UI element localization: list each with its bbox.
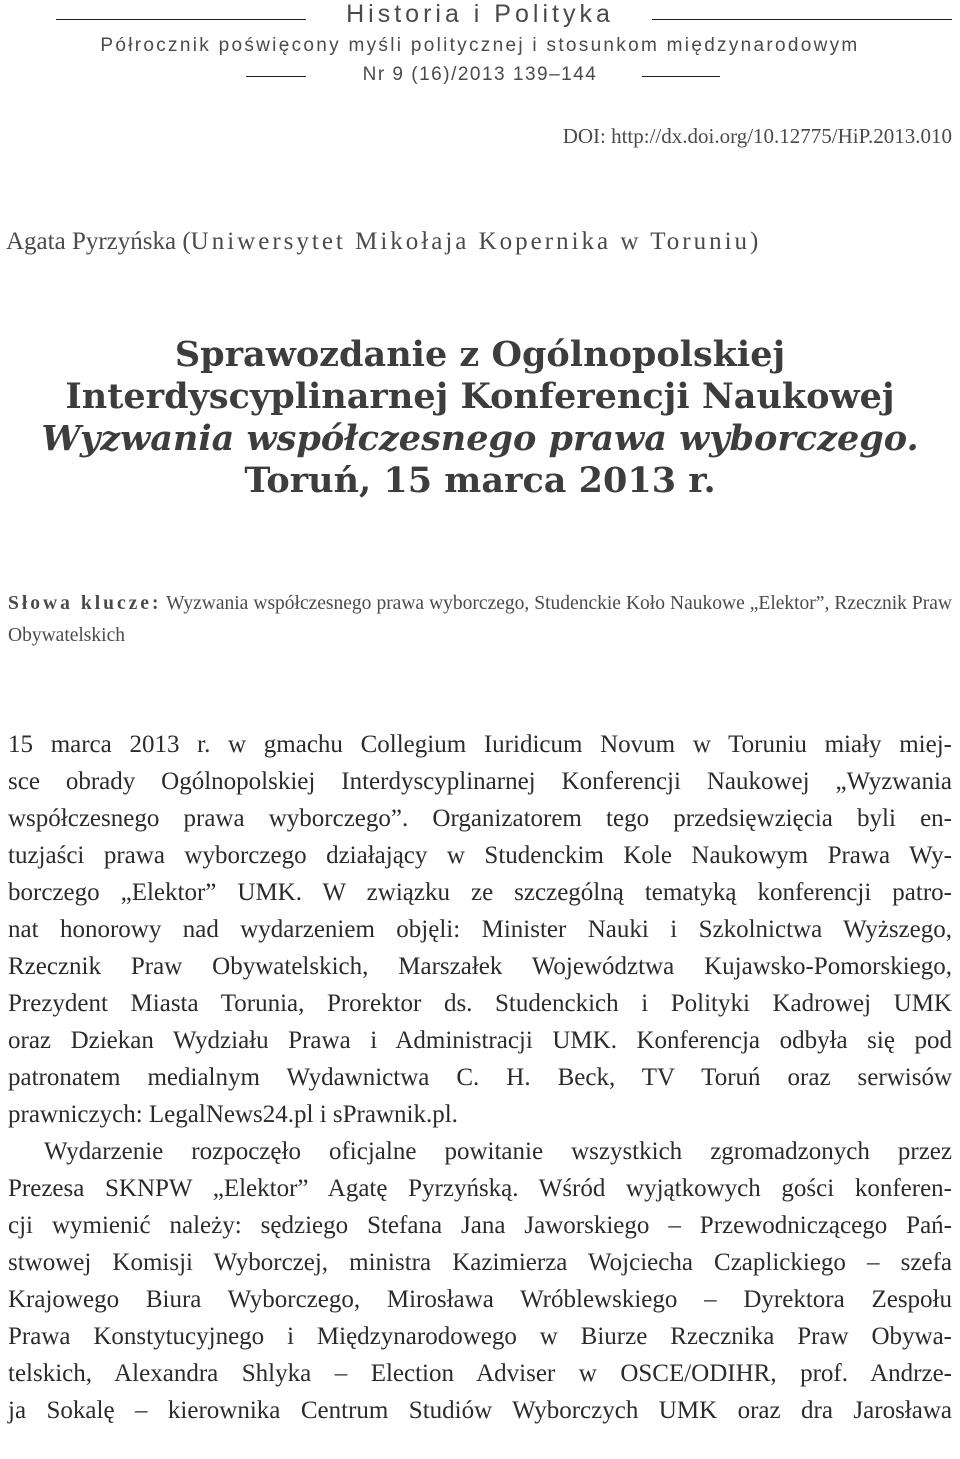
body-line: Rzecznik Praw Obywatelskich, Marszałek Województwa Kujawsko-Pomorskiego, [8, 953, 952, 980]
affiliation-open: ( [182, 228, 191, 255]
title-line-3: Wyzwania współczesnego prawa wyborczego. [41, 418, 919, 459]
body-line: 15 marca 2013 r. w gmachu Collegium Iuridicum Novum w Toruniu miały miej- [8, 731, 952, 758]
body-line: Krajowego Biura Wyborczego, Mirosława Wróblewskiego – Dyrektora Zespołu [8, 1286, 952, 1313]
title-line-2: Interdyscyplinarnej Konferencji Naukowej [65, 376, 895, 417]
title-line-1: Sprawozdanie z Ogólnopolskiej [174, 334, 786, 375]
body-line: cji wymienić należy: sędziego Stefana Jana Jaworskiego – Przewodniczącego Pań- [8, 1212, 952, 1239]
journal-subtitle: Półrocznik poświęcony myśli politycznej i stosunkom międzynarodowym [100, 35, 860, 56]
keywords [8, 588, 952, 652]
body-line: prawniczych: LegalNews24.pl i sPrawnik.pl. [8, 1101, 458, 1128]
article-title [0, 334, 960, 502]
body-line: Prawa Konstytucyjnego i Międzynarodowego w Biurze Rzecznika Praw Obywa- [8, 1323, 952, 1350]
affiliation-close: ) [750, 228, 759, 255]
body-line: nat honorowy nad wydarzeniem objęli: Minister Nauki i Szkolnictwa Wyższego, [8, 916, 952, 943]
author-line [6, 228, 758, 256]
body-line: tuzjaści prawa wyborczego działający w Studenckim Kole Naukowym Prawa Wy- [8, 842, 952, 869]
body-line: telskich, Alexandra Shlyka – Election Adviser w OSCE/ODIHR, prof. Andrze- [8, 1360, 952, 1387]
journal-title: Historia i Polityka [346, 0, 614, 28]
keywords-label: Słowa klucze: [8, 593, 162, 614]
body-line: współczesnego prawa wyborczego”. Organizatorem tego przedsięwzięcia byli en- [8, 805, 952, 832]
body-line: stwowej Komisji Wyborczej, ministra Kazimierza Wojciecha Czaplickiego – szefa [8, 1249, 952, 1276]
author-name: Agata Pyrzyńska [6, 228, 177, 255]
doi-link[interactable]: DOI: http://dx.doi.org/10.12775/HiP.2013.010 [562, 124, 952, 148]
body-text [8, 726, 952, 1429]
author-affiliation: Uniwersytet Mikołaja Kopernika w Toruniu [190, 228, 751, 255]
body-line: oraz Dziekan Wydziału Prawa i Administracji UMK. Konferencja odbyła się pod [8, 1027, 952, 1054]
title-line-4: Toruń, 15 marca 2013 r. [244, 460, 716, 501]
body-line: ja Sokalę – kierownika Centrum Studiów Wyborczych UMK oraz dra Jarosława [8, 1397, 952, 1424]
body-line: Prezesa SKNPW „Elektor” Agatę Pyrzyńską. Wśród wyjątkowych gości konferen- [8, 1175, 952, 1202]
body-line: sce obrady Ogólnopolskiej Interdyscyplinarnej Konferencji Naukowej „Wyzwania [8, 768, 952, 795]
body-line: borczego „Elektor” UMK. W związku ze szczególną tematyką konferencji patro- [8, 879, 952, 906]
keywords-text: Wyzwania współczesnego prawa wyborczego, Studenckie Koło Naukowe „Elektor”, Rzecznik Praw Obywatelskich [8, 593, 953, 646]
body-line: Prezydent Miasta Torunia, Prorektor ds. Studenckich i Polityki Kadrowej UMK [8, 990, 952, 1017]
body-line: Wydarzenie rozpoczęło oficjalne powitanie wszystkich zgromadzonych przez [44, 1138, 952, 1165]
journal-issue: Nr 9 (16)/2013 139–144 [362, 64, 598, 85]
body-line: patronatem medialnym Wydawnictwa C. H. Beck, TV Toruń oraz serwisów [8, 1064, 952, 1091]
